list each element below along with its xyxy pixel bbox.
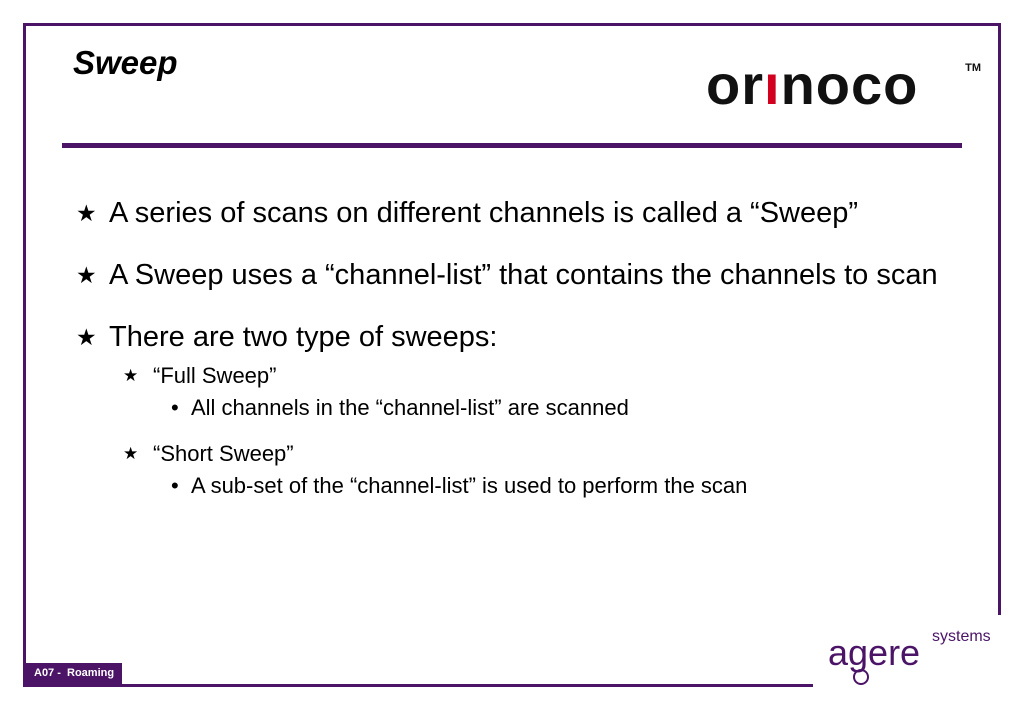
sub-bullet-text: “Full Sweep” <box>153 363 277 388</box>
bullet-item <box>76 318 956 356</box>
detail-item <box>76 472 956 500</box>
sub-bullet-item <box>76 440 956 468</box>
star-icon: ★ <box>76 324 97 350</box>
bullet-text: A series of scans on different channels is called a “Sweep” <box>109 197 859 229</box>
bullet-item <box>76 194 956 232</box>
agere-systems-logo <box>828 625 1003 691</box>
frame-right-border <box>998 23 1001 615</box>
bullet-item <box>76 256 956 294</box>
star-icon: ★ <box>76 200 97 226</box>
star-icon: ★ <box>123 366 139 385</box>
detail-text: A sub-set of the “channel-list” is used to perform the scan <box>191 473 748 498</box>
footer-section-label: A07 - Roaming <box>26 663 122 684</box>
slide-body <box>76 194 956 518</box>
sub-bullet-text: “Short Sweep” <box>153 441 294 466</box>
slide-title: Sweep <box>73 44 178 81</box>
dot-icon: • <box>171 473 179 498</box>
star-icon: ★ <box>123 444 139 463</box>
trademark-symbol: TM <box>965 62 981 74</box>
detail-item <box>76 394 956 422</box>
sub-bullet-item <box>76 362 956 390</box>
logo-text-part: or <box>706 53 764 116</box>
star-icon: ★ <box>76 262 97 288</box>
title-divider <box>62 143 962 148</box>
bullet-text: A Sweep uses a “channel-list” that contains the channels to scan <box>109 259 938 291</box>
dot-icon: • <box>171 395 179 420</box>
frame-left-border <box>23 23 26 687</box>
orinoco-logo <box>706 53 981 116</box>
frame-bottom-border <box>23 684 813 687</box>
detail-text: All channels in the “channel-list” are scanned <box>191 395 629 420</box>
logo-tagline: systems <box>932 628 991 645</box>
logo-text-part: noco <box>780 53 919 116</box>
logo-word: agere <box>828 632 921 673</box>
logo-dotted-letter: ı <box>764 53 781 116</box>
bullet-text: There are two type of sweeps: <box>109 321 498 353</box>
frame-top-border <box>23 23 1001 26</box>
